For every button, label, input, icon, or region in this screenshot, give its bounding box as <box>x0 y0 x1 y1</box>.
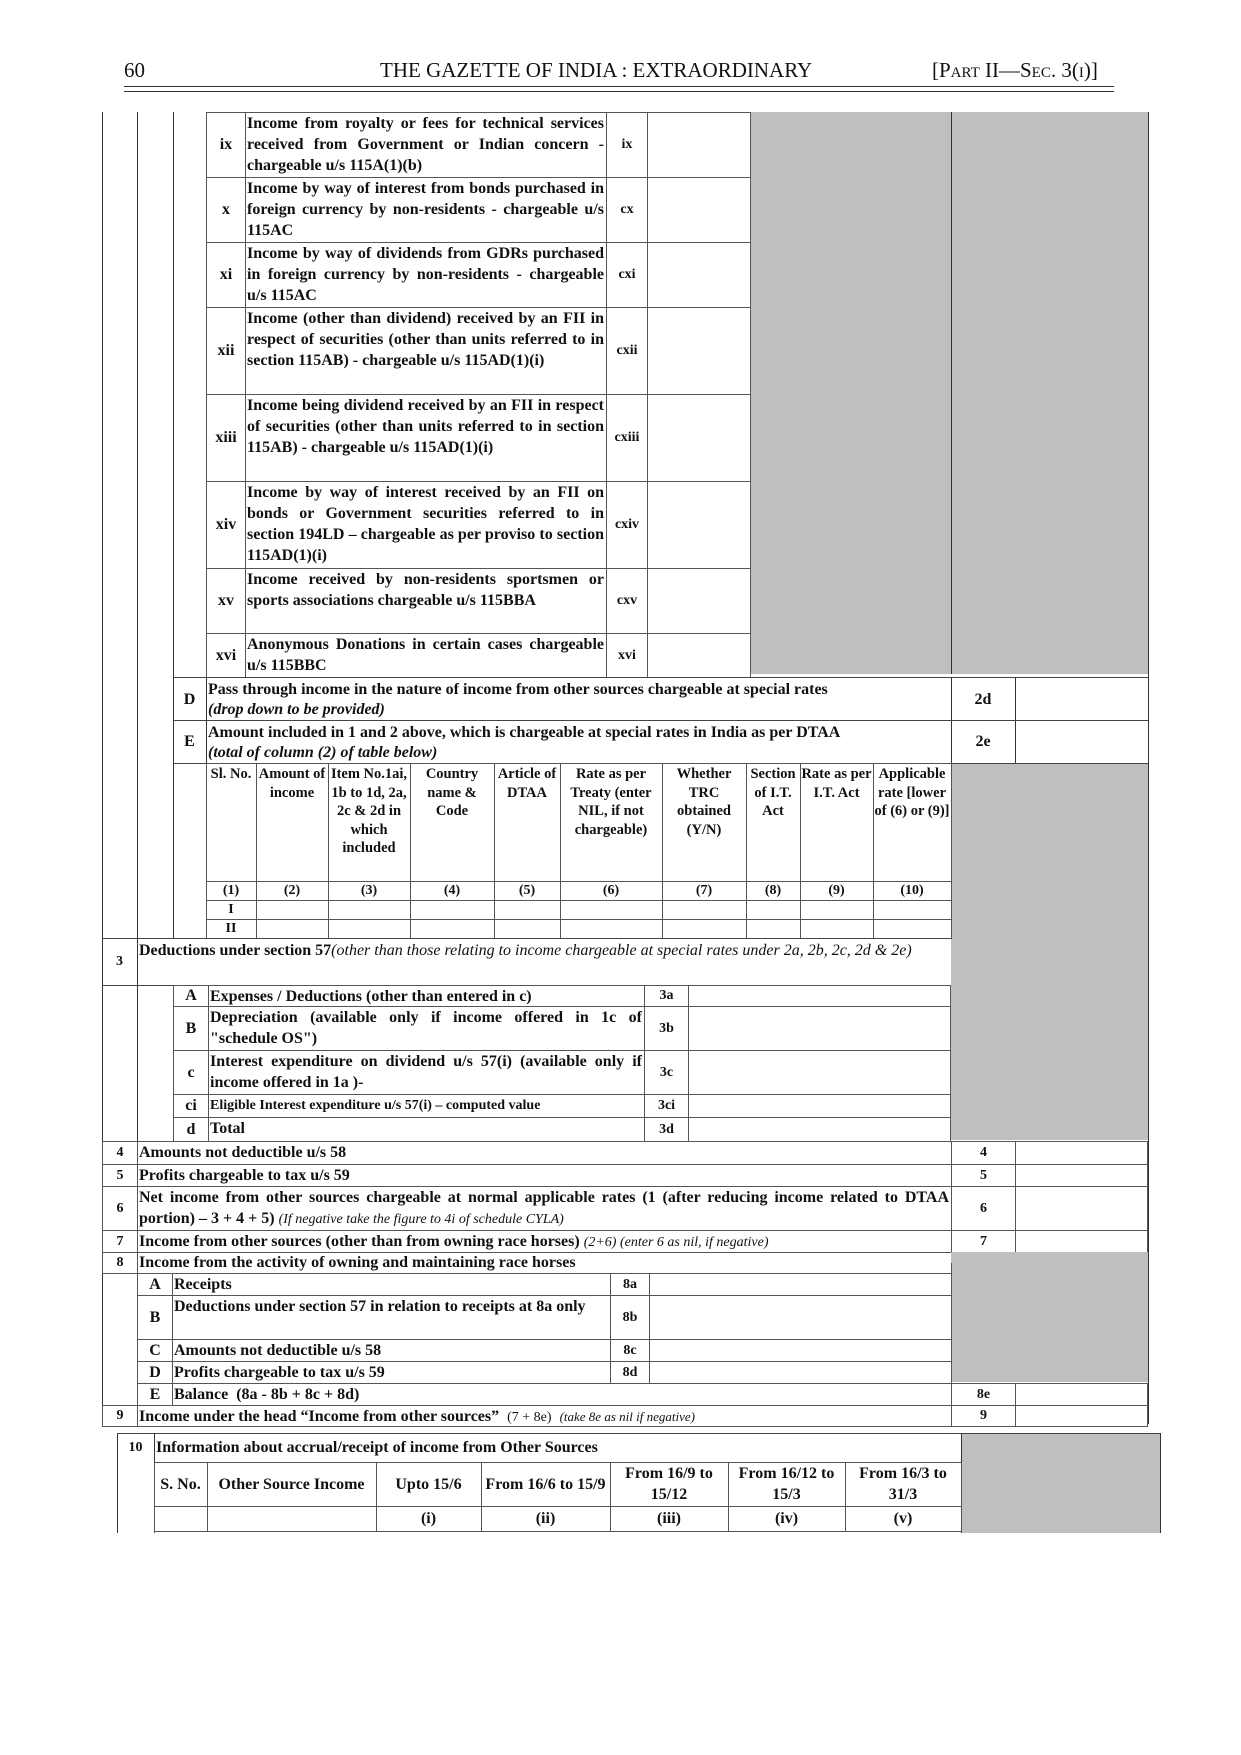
sec8-letter: D <box>149 1363 161 1381</box>
rail-3a <box>137 985 138 1141</box>
item-description: Income (other than dividend) received by an FII in respect of securities (other than units referred to in section 115AB) - chargeable u/s 115AD(1)(i) <box>247 310 604 369</box>
sec3-code: 3a <box>659 988 674 1003</box>
sec10-header-3: Upto 15/6 <box>395 1475 462 1493</box>
sec10-sub-3: (i) <box>420 1510 437 1527</box>
row7-number: 7 <box>116 1233 124 1249</box>
row-e-amount-input[interactable] <box>1016 721 1147 762</box>
item-roman: xii <box>217 342 235 359</box>
dtaa-header-cell <box>328 763 411 882</box>
sec3-text: Interest expenditure on dividend u/s 57(i) (available only if income offered in 1a )- <box>210 1053 642 1091</box>
row5-text: Profits chargeable to tax u/s 59 <box>139 1167 350 1184</box>
gazette-title: THE GAZETTE OF INDIA : EXTRAORDINARY <box>380 58 813 82</box>
sec8-amount-input[interactable] <box>649 1339 952 1362</box>
item-roman: xvi <box>215 646 237 664</box>
dtaa-header-cell <box>206 763 257 882</box>
dtaa-input-cell[interactable] <box>494 900 561 920</box>
sec3-letter: ci <box>185 1097 197 1114</box>
rail-1 <box>137 112 138 938</box>
section3-title: Deductions under section 57 <box>139 942 332 959</box>
row6-code: 6 <box>980 1200 987 1216</box>
sec3-amount-input[interactable] <box>688 1006 951 1051</box>
item-code: cx <box>620 202 634 217</box>
item-amount-input[interactable] <box>647 242 751 308</box>
dtaa-colnum-5: (5) <box>518 883 536 898</box>
page-number: 60 <box>124 58 145 82</box>
row7-text-wrap <box>139 1231 949 1253</box>
item-amount-input[interactable] <box>647 568 751 634</box>
sec8-letter: C <box>149 1341 161 1359</box>
sec3-code: 3b <box>659 1020 674 1036</box>
dtaa-row-label: II <box>225 921 237 936</box>
row5-amount-input[interactable] <box>1015 1164 1148 1187</box>
row6-note: (If negative take the figure to 4i of schedule CYLA) <box>278 1212 564 1227</box>
header-rule-top <box>124 86 1114 87</box>
row9-formula: (7 + 8e) <box>507 1410 552 1425</box>
item-roman: xiii <box>215 429 237 446</box>
row7-amount-input[interactable] <box>1015 1230 1148 1253</box>
row5-code: 5 <box>980 1167 987 1183</box>
dtaa-input-cell[interactable] <box>662 919 747 939</box>
sec8-text: Profits chargeable to tax u/s 59 <box>174 1364 385 1381</box>
row7-text: Income from other sources (other than from owning race horses) <box>139 1233 580 1250</box>
sec8e-amount-input[interactable] <box>1015 1383 1148 1406</box>
item-roman: xv <box>218 592 234 609</box>
row7-code: 7 <box>980 1233 987 1249</box>
sec3-letter: d <box>186 1120 196 1138</box>
row4-text: Amounts not deductible u/s 58 <box>139 1144 347 1161</box>
row9-number: 9 <box>116 1408 124 1423</box>
section3-top-border <box>102 938 951 939</box>
section8-title: Income from the activity of owning and maintaining race horses <box>139 1254 576 1271</box>
sec10-header-2: Other Source Income <box>218 1475 365 1493</box>
item-amount-input[interactable] <box>647 481 751 569</box>
sec10-header-1: S. No. <box>160 1475 201 1493</box>
item-description: Anonymous Donations in certain cases chargeable u/s 115BBC <box>247 636 604 674</box>
sec8-amount-input[interactable] <box>649 1273 952 1296</box>
dtaa-header-cell <box>560 763 663 882</box>
row9-text: Income under the head “Income from other sources” <box>139 1408 500 1425</box>
outer-right-border <box>1148 112 1149 1424</box>
dtaa-input-cell[interactable] <box>800 919 874 939</box>
dtaa-input-cell[interactable] <box>256 919 329 939</box>
dtaa-input-cell[interactable] <box>494 919 561 939</box>
dtaa-header-cell <box>746 763 801 882</box>
dtaa-input-cell[interactable] <box>560 919 663 939</box>
section8-number: 8 <box>116 1255 124 1270</box>
item-amount-input[interactable] <box>647 177 751 243</box>
dtaa-header-4: Country name & Code <box>425 766 479 819</box>
row4-text-wrap <box>139 1142 949 1164</box>
dtaa-colnum-9: (9) <box>828 883 845 898</box>
item-code: cxiii <box>614 430 640 445</box>
dtaa-header-cell <box>800 763 874 882</box>
item-description: Income by way of dividends from GDRs purchased in foreign currency by non-residents - chargeable u/s 115AC <box>247 245 604 304</box>
sec3-amount-input[interactable] <box>688 985 951 1007</box>
row9-text-wrap <box>139 1406 949 1428</box>
dtaa-input-cell[interactable] <box>410 900 495 920</box>
dtaa-colnum-10: (10) <box>900 883 924 898</box>
sec8e-letter: E <box>149 1385 161 1403</box>
row6-amount-input[interactable] <box>1015 1186 1148 1231</box>
section3-divider <box>137 938 138 985</box>
sec8-letter: B <box>149 1308 161 1326</box>
item-roman: xi <box>219 266 233 283</box>
row-d-text: Pass through income in the nature of income from other sources chargeable at special rates <box>208 680 828 698</box>
row-e-note: (total of column (2) of table below) <box>208 743 438 761</box>
sec10-header-7: From 16/3 to 31/3 <box>859 1465 947 1503</box>
row4-code: 4 <box>980 1145 987 1160</box>
header-rule-bottom <box>124 91 1114 92</box>
item-code: xvi <box>618 647 636 663</box>
item-amount-input[interactable] <box>647 307 751 395</box>
sec8-code: 8a <box>623 1276 637 1292</box>
sec8-text: Deductions under section 57 in relation to receipts at 8a only <box>174 1298 586 1315</box>
sec10-sub-6: (iv) <box>774 1510 799 1527</box>
section3-note: (other than those relating to income chargeable at special rates under 2a, 2b, 2c, 2d & 2e) <box>331 942 912 959</box>
sec3-text: Depreciation (available only if income offered in 1c of "schedule OS") <box>210 1009 642 1047</box>
row-e-text: Amount included in 1 and 2 above, which is chargeable at special rates in India as per DTAA <box>208 723 841 741</box>
sec10-header-4: From 16/6 to 15/9 <box>485 1475 606 1493</box>
section3-number: 3 <box>116 954 123 969</box>
item-amount-input[interactable] <box>647 633 751 678</box>
row-d-letter: D <box>183 690 196 708</box>
dtaa-header-cell <box>494 763 561 882</box>
item-description: Income from royalty or fees for technical services received from Government or Indian concern - chargeable u/s 115A(1)(b) <box>247 115 604 174</box>
dtaa-header-3: Item No.1ai, 1b to 1d, 2a, 2c & 2d in which included <box>330 766 408 856</box>
sec3-text: Expenses / Deductions (other than entered in c) <box>210 988 532 1005</box>
dtaa-header-cell <box>410 763 495 882</box>
dtaa-header-9: Rate as per I.T. Act <box>801 766 872 801</box>
sec10-sub-7: (v) <box>893 1510 913 1527</box>
dtaa-header-10: Applicable rate [lower of (6) or (9)] <box>874 766 950 819</box>
item-description: Income by way of interest received by an FII on bonds or Government securities referred to in section 194LD – chargeable as per proviso to section 115AD(1)(i) <box>247 484 604 564</box>
row5-number: 5 <box>116 1167 124 1183</box>
sec3-code: 3ci <box>657 1098 676 1113</box>
section10-title: Information about accrual/receipt of income from Other Sources <box>156 1439 598 1456</box>
sec8-code: 8d <box>622 1364 638 1380</box>
sec3-code: 3d <box>659 1121 674 1137</box>
sec8-letter: A <box>149 1275 161 1293</box>
sec8-amount-input[interactable] <box>649 1295 952 1340</box>
dtaa-header-2: Amount of income <box>258 766 326 801</box>
sec8-text: Amounts not deductible u/s 58 <box>174 1342 382 1359</box>
item-roman: xiv <box>215 516 237 533</box>
dtaa-header-cell <box>873 763 952 882</box>
row6-text-wrap <box>139 1187 949 1230</box>
dtaa-colnum-2: (2) <box>283 883 301 898</box>
shaded-area-race-horses <box>951 1263 1148 1382</box>
item-code: cxv <box>616 593 638 608</box>
dtaa-input-cell[interactable] <box>256 900 329 920</box>
row6-number: 6 <box>116 1200 124 1216</box>
sec8-text: Receipts <box>174 1276 232 1293</box>
sec8e-code: 8e <box>976 1386 991 1402</box>
sec3-text: Eligible Interest expenditure u/s 57(i) – computed value <box>210 1098 541 1113</box>
row5-text-wrap <box>139 1165 949 1187</box>
row-e-code: 2e <box>975 733 991 750</box>
item-description: Income received by non-residents sportsmen or sports associations chargeable u/s 115BBA <box>247 571 604 609</box>
sec10-sub-2 <box>207 1506 376 1531</box>
sec3-letter: A <box>185 987 197 1004</box>
dtaa-header-8: Section of I.T. Act <box>750 766 796 819</box>
sec3-code: 3c <box>659 1064 674 1080</box>
section10-right-border <box>1160 1433 1161 1533</box>
section10-number: 10 <box>128 1440 143 1455</box>
rail-2 <box>173 112 174 938</box>
item-amount-input[interactable] <box>647 112 751 178</box>
item-code: cxiv <box>614 517 640 532</box>
item-roman: ix <box>219 136 233 153</box>
dtaa-row-label: I <box>228 902 234 917</box>
dtaa-input-cell[interactable] <box>328 919 411 939</box>
dtaa-input-cell[interactable] <box>746 900 801 920</box>
item-description: Income by way of interest from bonds purchased in foreign currency by non-residents - chargeable u/s 115AC <box>247 180 604 239</box>
dtaa-input-cell[interactable] <box>746 919 801 939</box>
sec3-letter: B <box>185 1019 197 1037</box>
shaded-area-dtaa <box>951 763 1148 1140</box>
row-e-letter: E <box>184 733 195 750</box>
sec10-sub-5: (iii) <box>657 1510 681 1527</box>
row6-text: Net income from other sources chargeable at normal applicable rates (1 (after reducing income related to DTAA portion) – 3 + 4 + 5) <box>139 1189 949 1227</box>
dtaa-colnum-7: (7) <box>695 883 713 898</box>
gazette-part: [Part II—Sec. 3(i)] <box>932 58 1098 82</box>
sec3-amount-input[interactable] <box>688 1117 951 1142</box>
dtaa-header-cell <box>662 763 747 882</box>
item-code: cxi <box>618 267 636 282</box>
row-d-amount-input[interactable] <box>1016 678 1147 720</box>
item-description: Income being dividend received by an FII in respect of securities (other than units referred to in section 115AB) - chargeable u/s 115AD(1)(i) <box>247 397 604 456</box>
dtaa-colnum-1: (1) <box>222 883 240 898</box>
grey-divider <box>951 112 952 674</box>
dtaa-colnum-6: (6) <box>602 883 620 898</box>
item-code: ix <box>621 137 633 152</box>
dtaa-input-cell[interactable] <box>410 919 495 939</box>
sec3-amount-input[interactable] <box>688 1094 951 1118</box>
item-code: cxii <box>616 343 638 358</box>
row9-note: (take 8e as nil if negative) <box>559 1409 695 1424</box>
row9-amount-input[interactable] <box>1015 1405 1148 1427</box>
dtaa-input-cell[interactable] <box>800 900 874 920</box>
dtaa-header-1: Sl. No. <box>210 766 252 782</box>
dtaa-header-5: Article of DTAA <box>497 766 557 801</box>
row4-amount-input[interactable] <box>1015 1141 1148 1165</box>
sec10-sub-1 <box>154 1506 207 1531</box>
dtaa-colnum-3: (3) <box>360 883 378 898</box>
item-amount-input[interactable] <box>647 394 751 482</box>
dtaa-input-cell[interactable] <box>560 900 663 920</box>
sec8e-text: Balance (8a - 8b + 8c + 8d) <box>174 1385 360 1403</box>
sec3-text: Total <box>210 1120 245 1137</box>
item-roman: x <box>222 201 230 218</box>
sec3-letter: c <box>187 1063 195 1081</box>
row7-note: (2+6) (enter 6 as nil, if negative) <box>583 1235 769 1250</box>
sec10-header-6: From 16/12 to 15/3 <box>738 1465 835 1503</box>
row-d-note: (drop down to be provided) <box>208 700 385 718</box>
sec10-sub-4: (ii) <box>535 1510 556 1527</box>
dtaa-input-cell[interactable] <box>328 900 411 920</box>
dtaa-colnum-8: (8) <box>764 883 782 898</box>
dtaa-header-cell <box>256 763 329 882</box>
sec8-code: 8b <box>622 1309 638 1325</box>
shaded-area-section10 <box>961 1433 1161 1533</box>
dtaa-header-7: Whether TRC obtained (Y/N) <box>676 766 732 838</box>
row9-code: 9 <box>980 1408 987 1423</box>
dtaa-input-cell[interactable] <box>873 900 952 920</box>
section8-shade <box>951 1252 1148 1263</box>
dtaa-header-6: Rate as per Treaty (enter NIL, if not chargeable) <box>570 766 652 838</box>
dtaa-input-cell[interactable] <box>873 919 952 939</box>
sec10-header-5: From 16/9 to 15/12 <box>625 1465 713 1503</box>
row4-number: 4 <box>116 1145 124 1160</box>
dtaa-colnum-4: (4) <box>443 883 461 898</box>
shaded-area-special-items <box>750 112 1148 674</box>
row-d-code: 2d <box>974 690 992 708</box>
section3-heading <box>139 940 949 961</box>
sec3-amount-input[interactable] <box>688 1050 951 1095</box>
sec8-code: 8c <box>623 1342 637 1358</box>
dtaa-input-cell[interactable] <box>662 900 747 920</box>
sec8-amount-input[interactable] <box>649 1361 952 1384</box>
